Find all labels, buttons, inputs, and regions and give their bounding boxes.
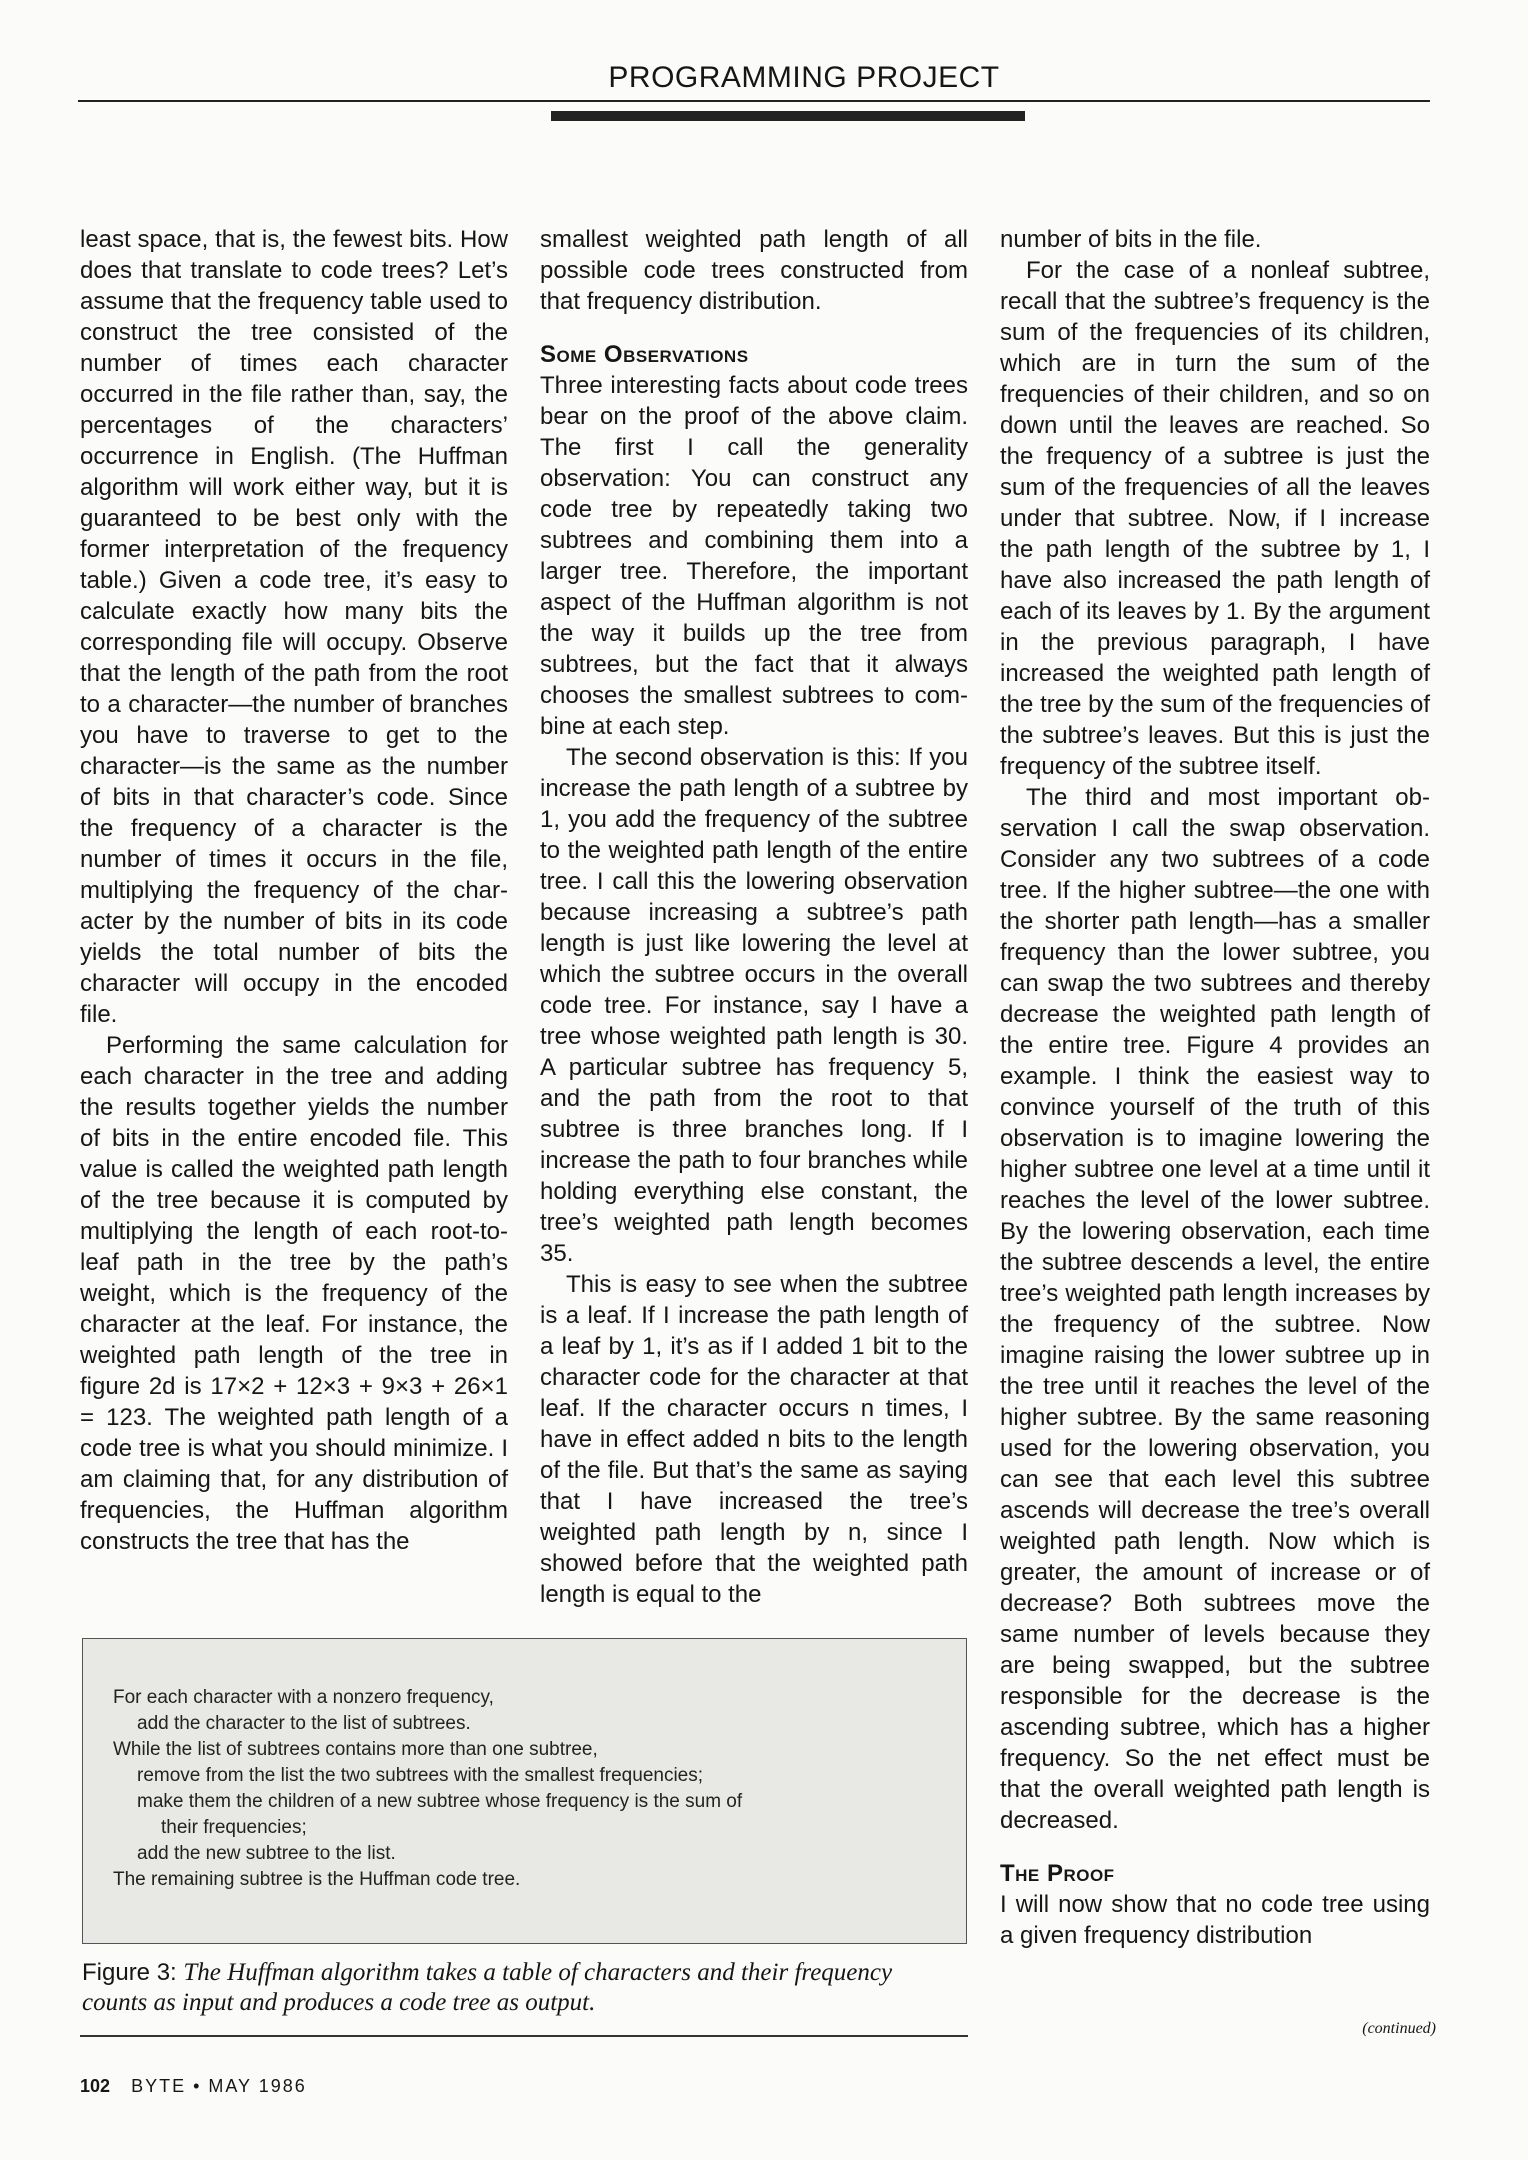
paragraph: number of bits in the file. xyxy=(1000,226,1262,253)
caption-label: Figure 3: xyxy=(82,1959,177,1986)
paragraph: least space, that is, the fewest bits. How does that translate to code trees? Let’s assume that the frequency table used to construct the tree consisted of the number of times each character occurred in the file rather than, say, the percentages of the characters’ occurrence in English. (The Huffman algorithm will work either way, but it is guaranteed to be best only with the former interpretation of the frequency table.) Given a code tree, it’s easy to calculate exactly how many bits the corresponding file will occupy. Observe that the length of the path from the root to a character—the number of branches you have to traverse to get to the character—is the same as the number of bits in that character’s code. Since the frequency of a character is the number of times it occurs in the file, multiplying the frequency of the character by the number of bits in its code yields the total number of bits the character will occupy in the encoded file. xyxy=(80,226,508,1028)
paragraph: This is easy to see when the subtree is a leaf. If I increase the path length of a leaf by 1, it’s as if I added 1 bit to the character code for the character at that leaf. If the character occurs n times, I have in effect added n bits to the length of the file. But that’s the same as saying that I have increased the tree’s weighted path length by n, since I showed before that the weighted path length is equal to the xyxy=(540,1271,968,1608)
page-number: 102 xyxy=(80,2076,111,2096)
section-heading: Some Observations xyxy=(540,341,749,368)
algorithm-line: For each character with a nonzero frequency, xyxy=(113,1687,494,1708)
section-heading: The Proof xyxy=(1000,1860,1115,1887)
page-header xyxy=(78,60,1430,130)
paragraph: The second observation is this: If you increase the path length of a subtree by 1, you add the frequency of the subtree to the weighted path length of the entire tree. I call this the lowering observation because increasing a subtree’s path length is just like lowering the level at which the subtree occurs in the overall code tree. For instance, say I have a tree whose weighted path length is 30. A particular subtree has frequency 5, and the path from the root to that subtree is three branches long. If I increase the path to four branches while holding everything else constant, the tree’s weighted path length becomes 35. xyxy=(540,744,968,1267)
algorithm-line: remove from the list the two subtrees with the smallest frequencies; xyxy=(137,1765,704,1786)
algorithm-line: make them the children of a new subtree whose frequency is the sum of xyxy=(137,1791,743,1812)
figure-caption xyxy=(82,1958,962,2018)
page-footer xyxy=(80,2076,307,2097)
figure-rule xyxy=(80,2035,968,2037)
paragraph: smallest weighted path length of all possible code trees constructed from that frequency distribution. xyxy=(540,226,968,315)
header-rule xyxy=(78,100,1430,102)
algorithm-line: While the list of subtrees contains more than one subtree, xyxy=(113,1739,598,1760)
paragraph: Three interesting facts about code trees bear on the proof of the above claim. The first I call the generality observation: You can construct any code tree by repeatedly taking two subtrees and combining them into a larger tree. Therefore, the important aspect of the Huffman algorithm is not the way it builds up the tree from subtrees, but the fact that it always chooses the smallest subtrees to combine at each step. xyxy=(540,372,968,740)
column-1 xyxy=(80,224,508,1557)
algorithm-line: their frequencies; xyxy=(161,1817,307,1838)
caption-text: The Huffman algorithm takes a table of characters and their frequency counts as input and produces a code tree as output. xyxy=(82,1959,893,2016)
column-2 xyxy=(540,224,968,1610)
paragraph: Performing the same calculation for each character in the tree and adding the results together yields the number of bits in the entire encoded file. This value is called the weighted path length of the tree because it is computed by multiplying the length of each root-to-leaf path in the tree by the path’s weight, which is the frequency of the character at the leaf. For instance, the weighted path length of the tree in figure 2d is 17×2 + 12×3 + 9×3 + 26×1 = 123. The weighted path length of a code tree is what you should minimize. I am claiming that, for any distribution of frequencies, the Huffman algorithm constructs the tree that has the xyxy=(80,1032,508,1555)
section-title: PROGRAMMING PROJECT xyxy=(608,61,1000,94)
paragraph: For the case of a nonleaf subtree, recall that the subtree’s frequency is the sum of the frequencies of its children, which are in turn the sum of the frequencies of their children, and so on down until the leaves are reached. So the frequency of a subtree is just the sum of the frequencies of all the leaves under that subtree. Now, if I increase the path length of the subtree by 1, I have also increased the path length of each of its leaves by 1. By the argument in the previous paragraph, I have increased the weighted path length of the tree by the sum of the frequencies of the subtree’s leaves. But this is just the frequency of the subtree itself. xyxy=(1000,257,1430,780)
publication-info: BYTE • MAY 1986 xyxy=(131,2076,307,2096)
continued-note: (continued) xyxy=(1362,2020,1436,2037)
algorithm-line: add the new subtree to the list. xyxy=(137,1843,396,1864)
paragraph: I will now show that no code tree using a given frequency distribution xyxy=(1000,1891,1430,1949)
algorithm-line: add the character to the list of subtrees. xyxy=(137,1713,471,1734)
figure-3-algorithm-box xyxy=(82,1638,967,1944)
algorithm-line: The remaining subtree is the Huffman code tree. xyxy=(113,1869,521,1890)
paragraph: The third and most important observation I call the swap observation. Consider any two subtrees of a code tree. If the higher subtree—the one with the shorter path length—has a smaller frequency than the lower subtree, you can swap the two subtrees and thereby decrease the weighted path length of the entire tree. Figure 4 provides an example. I think the easiest way to convince yourself of the truth of this observation is to imagine lowering the higher subtree one level at a time until it reaches the level of the lower subtree. By the lowering observation, each time the subtree descends a level, the entire tree’s weighted path length increases by the frequency of the subtree. Now imagine raising the lower subtree up in the tree until it reaches the level of the higher subtree. By the same reasoning used for the lowering observation, you can see that each level this subtree ascends will decrease the tree’s overall weighted path length. Now which is greater, the amount of increase or of decrease? Both subtrees move the same number of levels because they are being swapped, but the subtree responsible for the decrease is the ascending subtree, which has a higher frequency. So the net effect must be that the overall weighted path length is decreased. xyxy=(1000,784,1430,1834)
column-3 xyxy=(1000,224,1430,1951)
header-bar xyxy=(551,111,1025,121)
